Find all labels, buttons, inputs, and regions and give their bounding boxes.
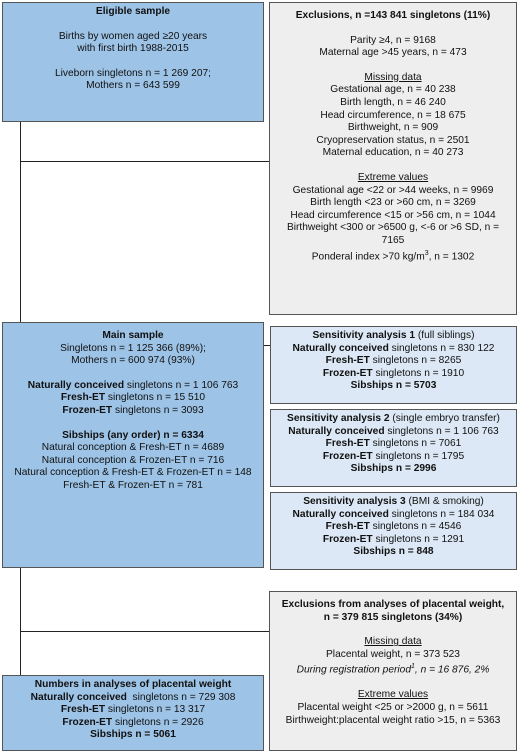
missing-item: Maternal education, n = 40 273: [322, 147, 464, 159]
extreme-item: Birthweight <300 or >6500 g, <-6 or >6 SD, n =: [286, 222, 500, 234]
placental-extreme-item: Birthweight:placental weight ratio >15, n = 5363: [285, 714, 501, 726]
placental-fresh-label: Fresh-ET: [60, 704, 106, 716]
sens3-fresh-count: singletons n = 4546: [369, 521, 462, 533]
sens1-sibships-count: n = 5703: [393, 380, 437, 392]
sens1-fresh-line: [276, 355, 511, 368]
placental-sibships: Sibships n = 5061: [90, 729, 176, 741]
placental-frozen-count: singletons n = 2926: [112, 716, 204, 728]
sens1-sibships-line: [276, 380, 511, 393]
sens1-frozen-count: singletons n = 1910: [372, 367, 465, 379]
placental-exclusions-title-2: n = 379 815 singletons (34%): [323, 611, 463, 623]
sens1-title-label: Sensitivity analysis 1: [312, 330, 416, 341]
missing-item: Gestational age, n = 40 238: [330, 84, 456, 96]
placental-analysis-title: Numbers in analyses of placental weight: [34, 679, 232, 690]
ponderal-text: Ponderal index >70 kg/m: [311, 250, 425, 262]
sens3-sibships-line: [276, 546, 511, 559]
main-frozen-label: Frozen-ET: [62, 404, 113, 416]
placental-natural-count: singletons n = 729 308: [126, 691, 236, 703]
sens3-frozen-count: singletons n = 1291: [372, 533, 465, 545]
sens2-natural-line: [276, 426, 511, 439]
placental-frozen-line: [8, 717, 258, 730]
exclusions-box: [269, 2, 517, 315]
extreme-item: Head circumference <15 or >56 cm, n = 1044: [290, 209, 496, 221]
exclusions-title: Exclusions, n =143 841 singletons (11%): [295, 10, 491, 21]
sens3-fresh-line: [276, 521, 511, 534]
registration-superscript: 1: [411, 663, 415, 671]
missing-item: Head circumference, n = 18 675: [320, 109, 466, 121]
connector-eligible-main: [20, 121, 21, 322]
sens3-title: [276, 496, 511, 509]
sens1-natural-line: [276, 343, 511, 356]
placental-natural-label: Naturally conceived: [30, 691, 127, 703]
sens1-fresh-label: Fresh-ET: [325, 355, 370, 367]
sens3-sibships-label: Sibships: [353, 546, 396, 558]
missing-item: Cryopreservation status, n = 2501: [316, 134, 470, 146]
sens3-frozen-label: Frozen-ET: [322, 533, 373, 545]
sens3-natural-count: singletons n = 184 034: [388, 508, 495, 520]
main-natural-line: [8, 380, 258, 393]
sens2-frozen-label: Frozen-ET: [322, 450, 373, 462]
connector-to-exclusions1: [20, 161, 269, 162]
sens2-frozen-line: [276, 451, 511, 464]
main-natural-count: singletons n = 1 106 763: [124, 379, 239, 391]
registration-count: , n = 16 876, 2%: [414, 664, 490, 676]
sens1-natural-count: singletons n = 830 122: [388, 342, 495, 354]
connector-main-placental: [20, 568, 21, 675]
missing-item: Birth length, n = 46 240: [340, 96, 446, 108]
sens2-fresh-label: Fresh-ET: [325, 438, 370, 450]
main-fresh-line: [8, 392, 258, 405]
placental-missing-header: Missing data: [364, 636, 422, 648]
main-sibships: Sibships (any order) n = 6334: [62, 429, 204, 441]
ponderal-count: , n = 1302: [428, 250, 475, 262]
sens1-fresh-count: singletons n = 8265: [369, 355, 462, 367]
placental-fresh-count: singletons n = 13 317: [105, 704, 206, 716]
placental-exclusions-box: [269, 591, 517, 751]
main-singletons: Singletons n = 1 125 366 (89%);: [60, 342, 206, 354]
eligible-births-line: Births by women aged ≥20 years: [58, 30, 208, 42]
sens2-fresh-count: singletons n = 7061: [369, 438, 462, 450]
placental-natural-line: [8, 692, 258, 705]
sibship-combo: Natural conception & Fresh-ET n = 4689: [41, 442, 225, 454]
main-fresh-label: Fresh-ET: [60, 392, 106, 404]
sens1-title-note: (full siblings): [415, 330, 475, 341]
sens2-frozen-count: singletons n = 1795: [372, 450, 465, 462]
main-mothers: Mothers n = 600 974 (93%): [71, 355, 195, 367]
sens3-frozen-line: [276, 534, 511, 547]
sens1-frozen-label: Frozen-ET: [322, 367, 373, 379]
extreme-item: Gestational age <22 or >44 weeks, n = 9969: [292, 184, 494, 196]
registration-text: During registration period: [296, 664, 411, 676]
sens3-natural-label: Naturally conceived: [292, 508, 389, 520]
sens2-sibships-label: Sibships: [350, 463, 394, 475]
missing-data-header: Missing data: [364, 71, 422, 83]
sens2-sibships-count: n = 2996: [393, 463, 437, 475]
sens2-title-label: Sensitivity analysis 2: [287, 413, 390, 424]
sens1-sibships-label: Sibships: [350, 380, 394, 392]
sibship-combo: Fresh-ET & Frozen-ET n = 781: [63, 479, 203, 491]
eligible-first-birth-line: with first birth 1988-2015: [77, 43, 189, 55]
main-natural-label: Naturally conceived: [27, 379, 125, 391]
extreme-item: Birth length <23 or >60 cm, n = 3269: [310, 197, 476, 209]
sensitivity-analysis-3-box: [270, 492, 517, 570]
placental-analysis-box: [2, 675, 264, 751]
ponderal-index-line: [275, 248, 511, 264]
connector-to-exclusions2: [20, 631, 269, 632]
missing-item: Birthweight, n = 909: [347, 122, 439, 134]
sens3-title-label: Sensitivity analysis 3: [303, 496, 406, 507]
sens3-fresh-label: Fresh-ET: [325, 521, 370, 533]
sens2-natural-count: singletons n = 1 106 763: [384, 425, 499, 437]
sens2-natural-label: Naturally conceived: [288, 425, 385, 437]
sibship-combo: Natural conception & Fresh-ET & Frozen-ET n = 148: [14, 467, 252, 479]
extreme-values-header: Extreme values: [357, 171, 429, 183]
placental-exclusions-title-1: Exclusions from analyses of placental weight,: [281, 599, 505, 610]
placental-missing-item: Placental weight, n = 373 523: [326, 648, 460, 660]
main-frozen-line: [8, 405, 258, 418]
exclusion-parity: Parity ≥4, n = 9168: [350, 34, 436, 46]
sens2-title-note: (single embryo transfer): [389, 413, 500, 424]
main-sample-box: [2, 322, 264, 568]
eligible-liveborn-line: Liveborn singletons n = 1 269 207;: [54, 67, 212, 79]
sibship-combo: Natural conception & Frozen-ET n = 716: [41, 454, 225, 466]
placental-fresh-line: [8, 704, 258, 717]
ponderal-superscript: 3: [424, 249, 429, 257]
sens2-fresh-line: [276, 438, 511, 451]
sens1-natural-label: Naturally conceived: [292, 342, 389, 354]
sens2-sibships-line: [276, 463, 511, 476]
sensitivity-analysis-1-box: [270, 326, 517, 404]
eligible-title: Eligible sample: [95, 6, 171, 17]
placental-frozen-label: Frozen-ET: [62, 716, 113, 728]
exclusion-maternal-age: Maternal age >45 years, n = 473: [319, 47, 467, 59]
placental-extreme-item: Placental weight <25 or >2000 g, n = 5611: [297, 701, 489, 713]
main-fresh-count: singletons n = 15 510: [105, 392, 206, 404]
main-title: Main sample: [102, 330, 164, 341]
sens1-frozen-line: [276, 368, 511, 381]
sens2-title: [276, 413, 511, 426]
registration-period-line: [275, 661, 511, 677]
sens3-natural-line: [276, 509, 511, 522]
placental-extreme-header: Extreme values: [357, 689, 429, 701]
sens3-title-note: (BMI & smoking): [405, 496, 484, 507]
extreme-item: 7165: [381, 234, 405, 246]
connector-main-to-sens: [263, 345, 270, 346]
eligible-sample-box: [2, 2, 264, 122]
main-frozen-count: singletons n = 3093: [112, 404, 204, 416]
eligible-mothers-line: Mothers n = 643 599: [86, 80, 180, 92]
sens1-title: [276, 330, 511, 343]
sens3-sibships-count: n = 848: [395, 546, 434, 558]
sensitivity-analysis-2-box: [270, 409, 517, 487]
